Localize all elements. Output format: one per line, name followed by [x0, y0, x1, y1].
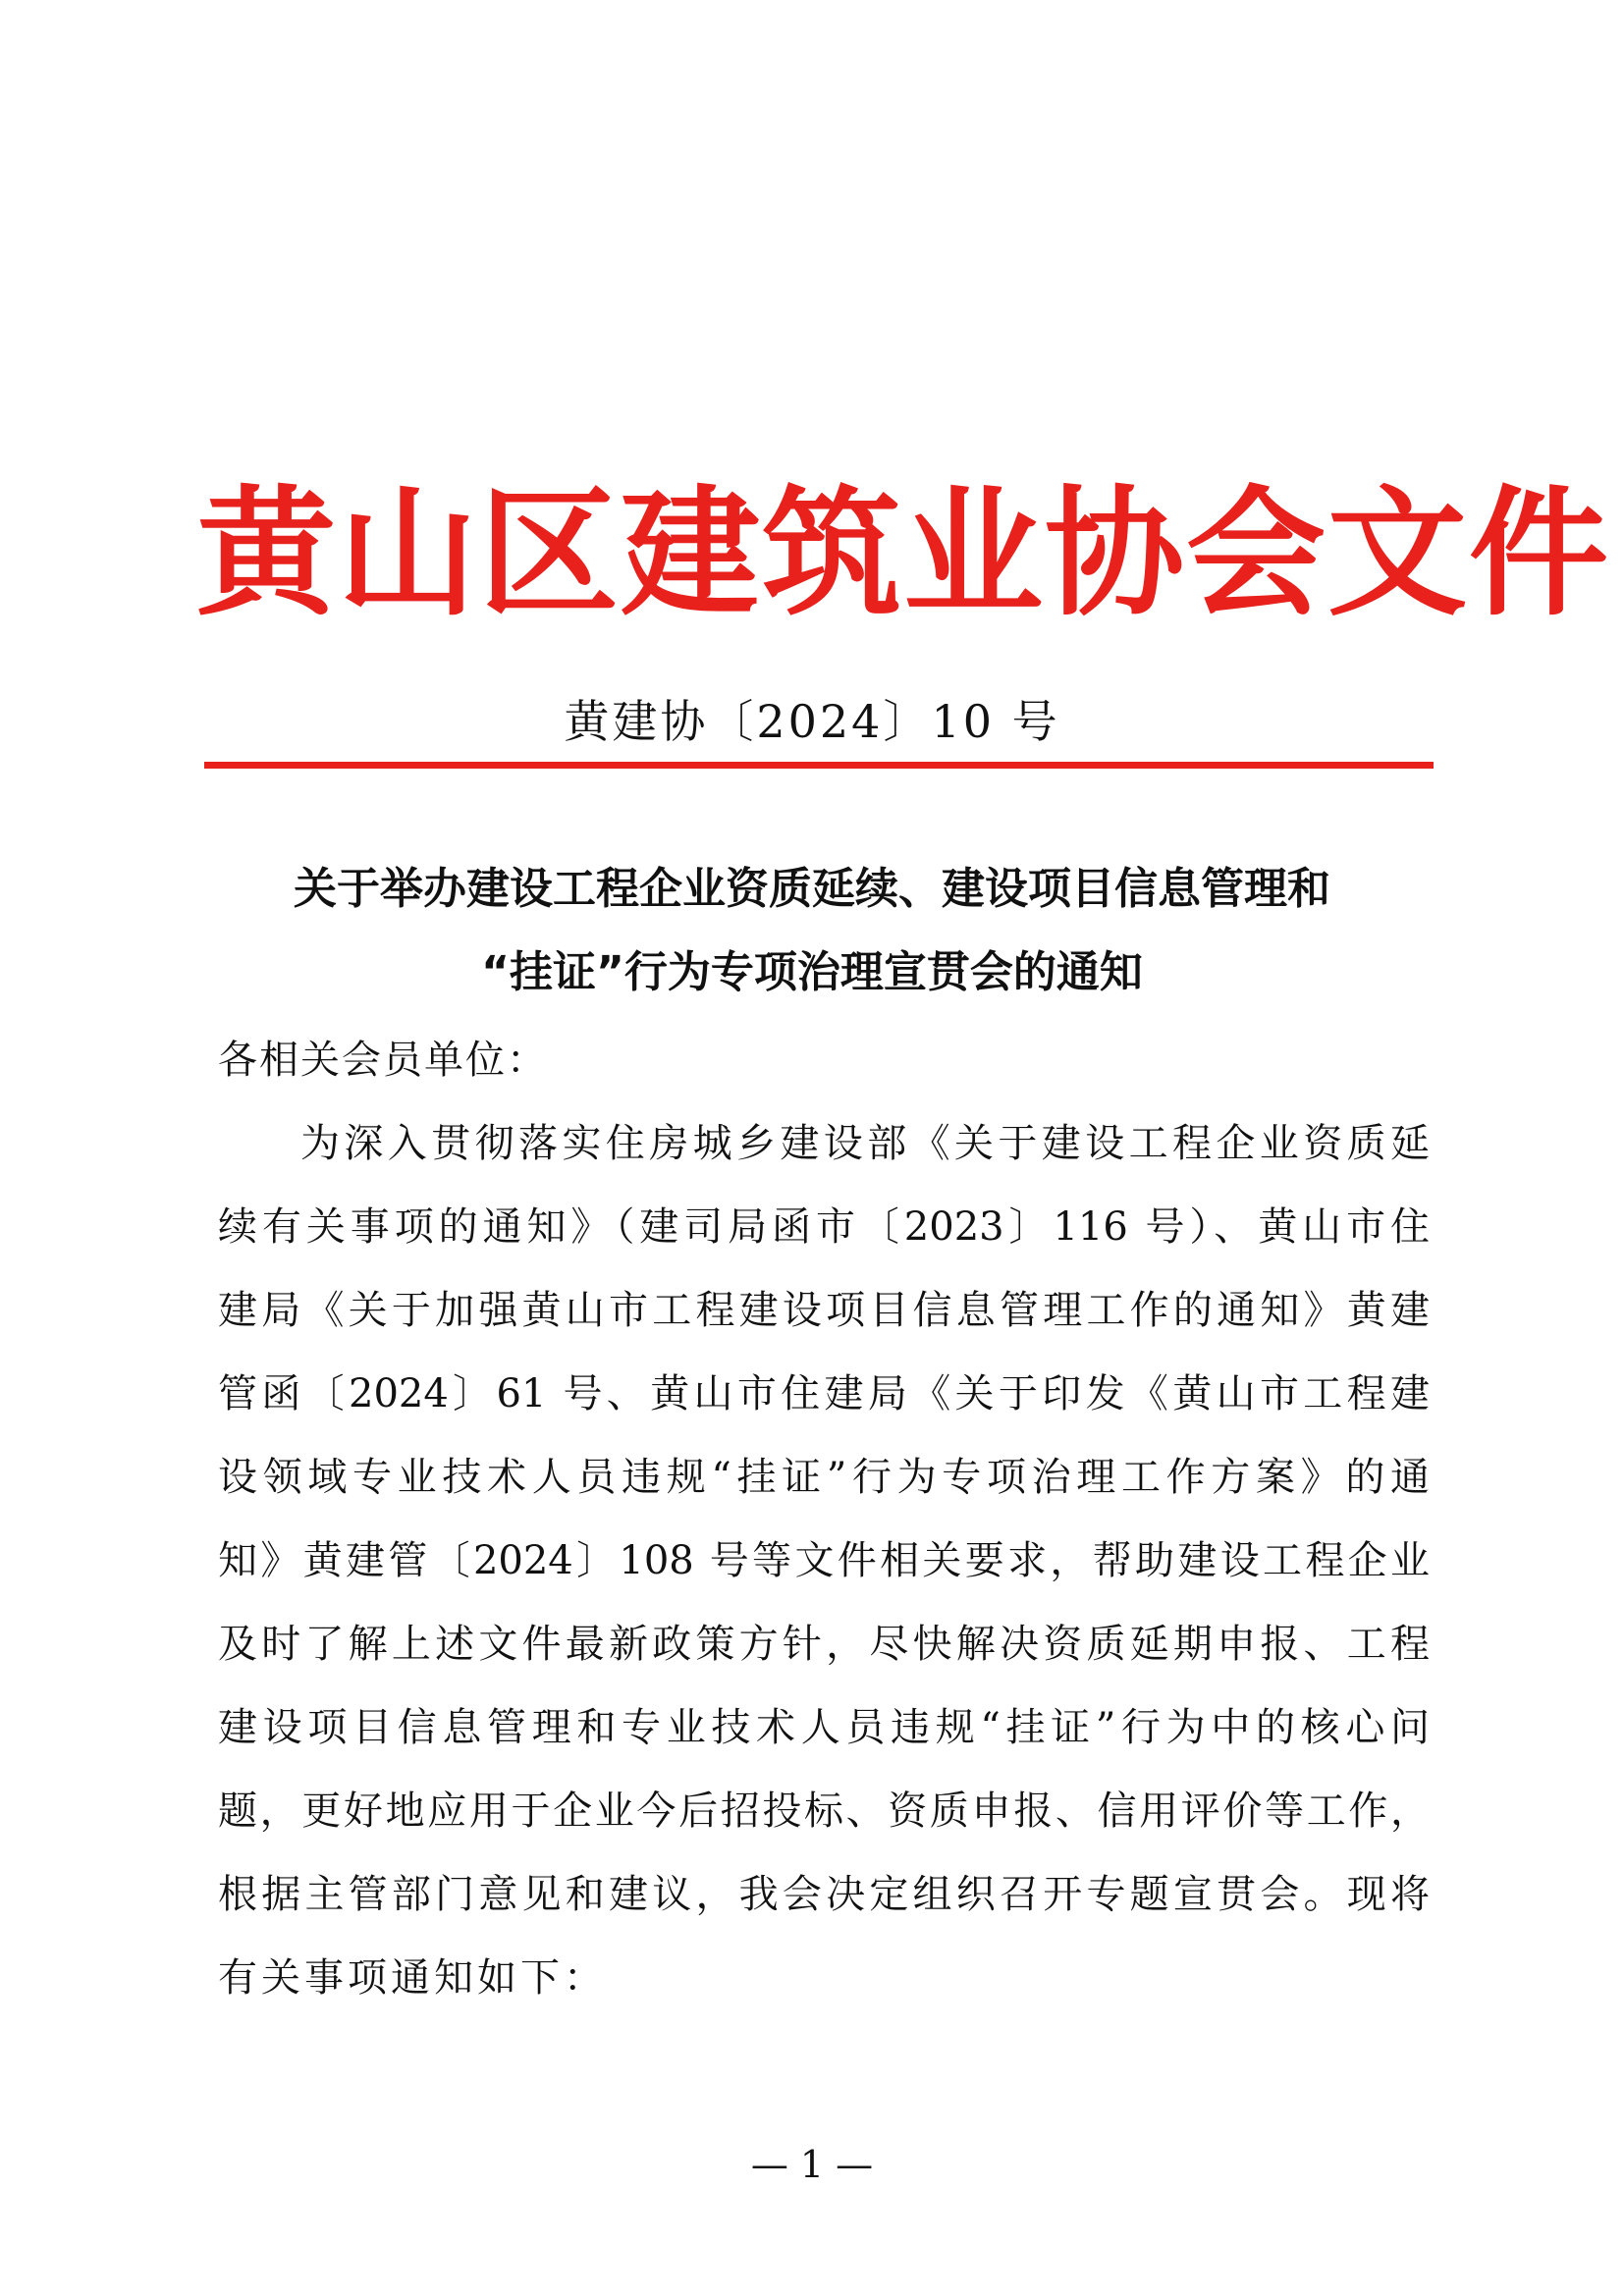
salutation: 各相关会员单位： [218, 1038, 548, 1083]
body-paragraph-line: 续有关事项的通知》（建司局函市〔2023〕116 号）、黄山市住 [218, 1204, 1430, 1250]
body-paragraph-line: 建局《关于加强黄山市工程建设项目信息管理工作的通知》黄建 [218, 1288, 1430, 1333]
masthead-title: 黄山区建筑业协会文件 [196, 473, 1610, 635]
body-paragraph-line: 及时了解上述文件最新政策方针，尽快解决资质延期申报、工程 [218, 1622, 1430, 1667]
red-divider-line [204, 762, 1434, 769]
notice-title-line-1: 关于举办建设工程企业资质延续、建设项目信息管理和 [294, 864, 1330, 914]
body-paragraph-line: 根据主管部门意见和建议，我会决定组织召开专题宣贯会。现将 [218, 1872, 1430, 1917]
body-paragraph-line: 建设项目信息管理和专业技术人员违规“挂证”行为中的核心问 [218, 1705, 1430, 1750]
body-paragraph-line: 设领域专业技术人员违规“挂证”行为专项治理工作方案》的通 [218, 1455, 1430, 1500]
notice-title-line-2: “挂证”行为专项治理宣贯会的通知 [481, 947, 1143, 997]
body-paragraph-line: 知》黄建管〔2024〕108 号等文件相关要求，帮助建设工程企业 [218, 1538, 1430, 1583]
page-number: — 1 — [750, 2143, 874, 2186]
body-paragraph-line: 为深入贯彻落实住房城乡建设部《关于建设工程企业资质延 [300, 1121, 1430, 1166]
body-paragraph-line: 有关事项通知如下： [218, 1955, 607, 2001]
body-paragraph-line: 管函〔2024〕61 号、黄山市住建局《关于印发《黄山市工程建 [218, 1371, 1430, 1416]
body-paragraph-line: 题，更好地应用于企业今后招投标、资质申报、信用评价等工作， [218, 1789, 1430, 1834]
document-number: 黄建协〔2024〕10 号 [564, 695, 1060, 748]
